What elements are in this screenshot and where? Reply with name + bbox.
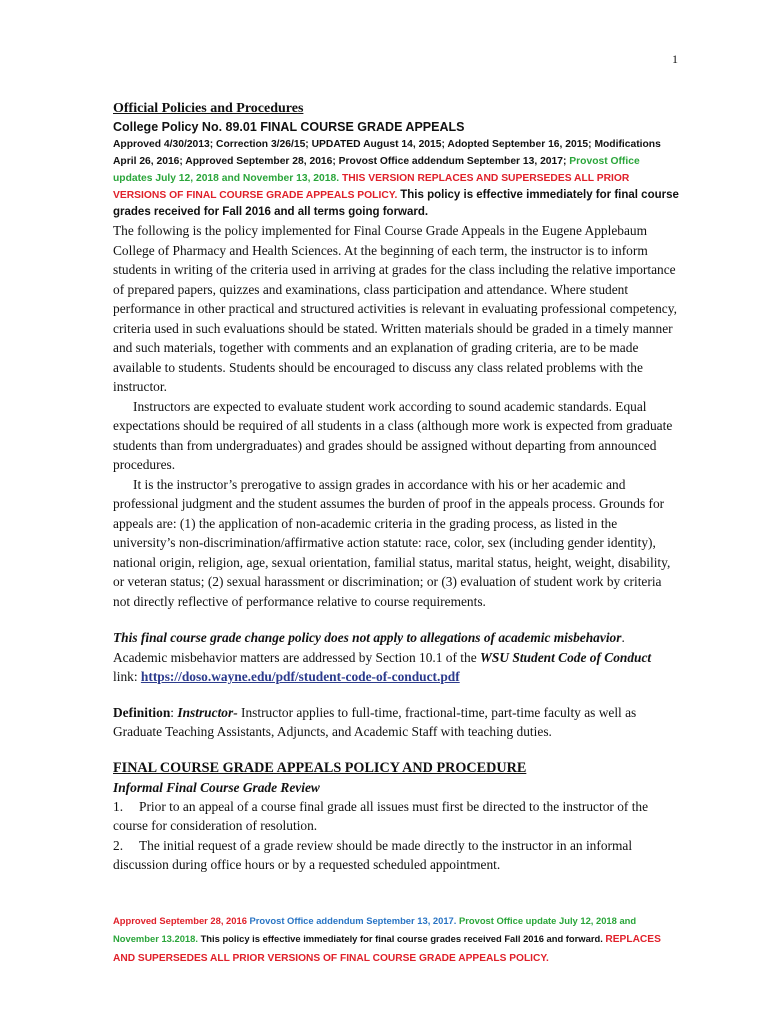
history-dates: Approved 4/30/2013; Correction 3/26/15; UPDATED August 14, 2015; Adopted September 16, 2015; Modifications April 26, 2016; Approved September 28, 2016; Provost Office addendum September 13, 2017; (113, 139, 661, 167)
document-heading: Official Policies and Procedures (113, 101, 304, 116)
footer-supersedes: REPLACES AND SUPERSEDES ALL PRIOR VERSIONS OF FINAL COURSE GRADE APPEALS POLICY. (113, 934, 661, 964)
footer-addendum: Provost Office addendum September 13, 2017. (249, 915, 457, 926)
list-item-number: 1. (113, 798, 124, 814)
page-number: 1 (672, 52, 678, 66)
definition-paragraph (113, 703, 679, 742)
history-provost-updates: Provost Office updates July 12, 2018 and November 13, 2018. (113, 156, 640, 184)
list-item-number: 2. (113, 837, 124, 853)
list-item (113, 797, 679, 836)
policy-history (113, 136, 679, 221)
definition-text: Instructor applies to full-time, fractional-time, part-time faculty as well as Graduate Teaching Assistants, Adjuncts, and Academic Staff with teaching duties. (113, 704, 637, 739)
list-item-text: The initial request of a grade review should be made directly to the instructor in an informal discussion during office hours or by a requested scheduled appointment. (113, 837, 633, 872)
code-of-conduct-name: WSU Student Code of Conduct (480, 649, 652, 665)
footer-approved: Approved September 28, 2016 (113, 915, 247, 926)
footer-effective: This policy is effective immediately for final course grades received Fall 2016 and forward. (200, 933, 603, 944)
misbehavior-bold-text: This final course grade change policy does not apply to allegations of academic misbehavior (113, 630, 622, 645)
definition-label: Definition (113, 704, 171, 720)
definition-term: Instructor- (177, 704, 238, 720)
section-subheading: Informal Final Course Grade Review (113, 779, 320, 795)
footer-update: Provost Office update July 12, 2018 and November 13.2018. (113, 915, 637, 944)
link-label: link: (113, 669, 141, 684)
history-effective-notice: This policy is effective immediately for final course grades received for Fall 2016 and all terms going forward. (113, 189, 679, 218)
paragraph-grounds-for-appeal: It is the instructor’s prerogative to assign grades in accordance with his or her academic and professional judgment and the student assumes the burden of proof in the appeals process. Grounds for appeals are: (1) the application of non-academic criteria in the grading process, as listed in the university’s non-discrimination/affirmative action statute: race, color, sex (including gender identity), national origin, religion, age, sexual orientation, familial status, marital status, height, weight, disability, or veteran status; (2) sexual harassment or discrimination; or (3) evaluation of student work by criteria not directly reflective of performance relative to course requirements. (113, 476, 671, 609)
paragraph-policy-intro: The following is the policy implemented for Final Course Grade Appeals in the Eugene Applebaum College of Pharmacy and Health Sciences. At the beginning of each term, the instructor is to inform students in writing of the criteria used in arriving at grades for the class including the relative importance of prepared papers, quizzes and examinations, class participation and attendance. Where student performance in other practical and structured activities is relevant in evaluating professional competency, criteria used in such evaluations should be stated. Written materials should be graded in a timely manner and such materials, together with comments and an explanation of grading criteria, are to be made available to students. Students should be encouraged to discuss any class related problems with the instructor. (113, 223, 677, 394)
document-body (113, 100, 679, 875)
list-item-text: Prior to an appeal of a course final grade all issues must first be directed to the instructor of the course for consideration of resolution. (113, 798, 649, 833)
misbehavior-notice (113, 628, 679, 687)
list-item (113, 836, 679, 875)
history-supersedes-notice: THIS VERSION REPLACES AND SUPERSEDES ALL PRIOR VERSIONS OF FINAL COURSE GRADE APPEALS POLICY. (113, 173, 630, 201)
definition-colon: : (170, 704, 178, 720)
paragraph-evaluation-standards: Instructors are expected to evaluate student work according to sound academic standards. Equal expectations should be required of all students in a class (although more work is expected from graduate students than from undergraduates) and grades should be assigned without departing from announced procedures. (113, 398, 673, 472)
policy-number: College Policy No. 89.01 FINAL COURSE GRADE APPEALS (113, 120, 465, 134)
misbehavior-text: . Academic misbehavior matters are addressed by Section 10.1 of the (113, 630, 625, 665)
code-of-conduct-link[interactable]: https://doso.wayne.edu/pdf/student-code-of-conduct.pdf (140, 669, 460, 684)
page-footer (113, 912, 673, 968)
section-title: FINAL COURSE GRADE APPEALS POLICY AND PROCEDURE (113, 759, 527, 776)
